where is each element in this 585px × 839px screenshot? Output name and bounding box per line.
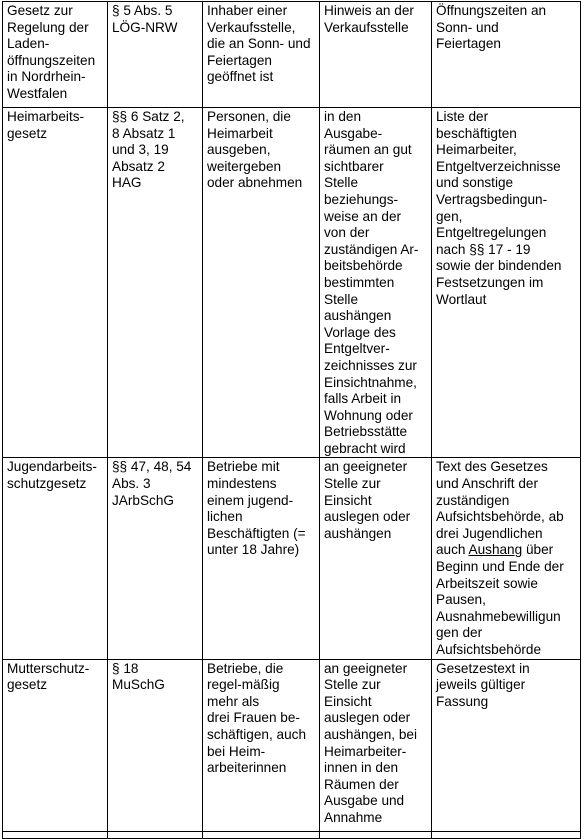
cell-obligated: Personen, die Heimarbeit ausgeben, weitergeben oder abnehmen <box>203 108 320 458</box>
cell-method: an geeigneter Stelle zur Einsicht auslegen oder aushängen, bei Heimarbeiter- innen in den Räumen der Ausgabe und Annahme <box>320 659 432 831</box>
cell-content: Gesetzestext in jeweils gültiger Fassung <box>432 659 581 831</box>
cell-law: Gesetz zur Regelung der Laden- öffnungszeiten in Nordrhein- Westfalen <box>3 2 108 108</box>
content-text-after: über Beginn und Ende der Arbeitszeit sowie Pausen, Ausnahmebewilligun gen der Aufsichtsbehörde <box>436 542 564 657</box>
table-row-heimarbeit <box>3 108 581 458</box>
cell-empty <box>203 831 320 838</box>
cell-paragraph: §§ 6 Satz 2, 8 Absatz 1 und 3, 19 Absatz 2 HAG <box>108 108 203 458</box>
cell-content: Liste der beschäftigten Heimarbeiter, Entgeltverzeichnisse und sonstige Vertragsbedingun- gen, Entgeltregelungen nach §§ 17 - 19 sowie der bindenden Festsetzungen im Wortlaut <box>432 108 581 458</box>
cell-obligated: Betriebe, die regel-mäßig mehr als drei Frauen be- schäftigen, auch bei Heim- arbeiterinnen <box>203 659 320 831</box>
cell-method: in den Ausgabe- räumen an gut sichtbarer Stelle beziehungs- weise an der von der zuständigen Ar- beitsbehörde bestimmten Stelle aushängen Vorlage des Entgeltver- zeichnisses zur Einsichtnahme, falls Arbeit in Wohnung oder Betriebsstätte gebracht wird <box>320 108 432 458</box>
cell-method: an geeigneter Stelle zur Einsicht auslegen oder aushängen <box>320 458 432 659</box>
cell-law: Mutterschutz- gesetz <box>3 659 108 831</box>
table-row-ladenoeffnung <box>3 2 581 108</box>
content-text-underlined: Aushang <box>468 542 523 558</box>
table-row-continuation <box>3 831 581 838</box>
cell-paragraph: § 5 Abs. 5 LÖG-NRW <box>108 2 203 108</box>
table-row-mutterschutz <box>3 659 581 831</box>
content-text-before: Text des Gesetzes und Anschrift der zuständigen Aufsichtsbehörde, ab drei Jugendlichen auch <box>436 459 564 558</box>
cell-obligated: Betriebe mit mindestens einem jugend- lichen Beschäftigten (= unter 18 Jahre) <box>203 458 320 659</box>
cell-content <box>432 458 581 659</box>
cell-content: Öffnungszeiten an Sonn- und Feiertagen <box>432 2 581 108</box>
cell-law: Heimarbeits- gesetz <box>3 108 108 458</box>
cell-obligated: Inhaber einer Verkaufsstelle, die an Sonn- und Feiertagen geöffnet ist <box>203 2 320 108</box>
cell-empty <box>108 831 203 838</box>
cell-empty <box>320 831 432 838</box>
cell-empty <box>432 831 581 838</box>
cell-paragraph: §§ 47, 48, 54 Abs. 3 JArbSchG <box>108 458 203 659</box>
regulation-table <box>2 1 581 839</box>
cell-law: Jugendarbeits- schutzgesetz <box>3 458 108 659</box>
cell-empty <box>3 831 108 838</box>
cell-paragraph: § 18 MuSchG <box>108 659 203 831</box>
cell-method: Hinweis an der Verkaufsstelle <box>320 2 432 108</box>
table-row-jugendarbeitsschutz <box>3 458 581 659</box>
